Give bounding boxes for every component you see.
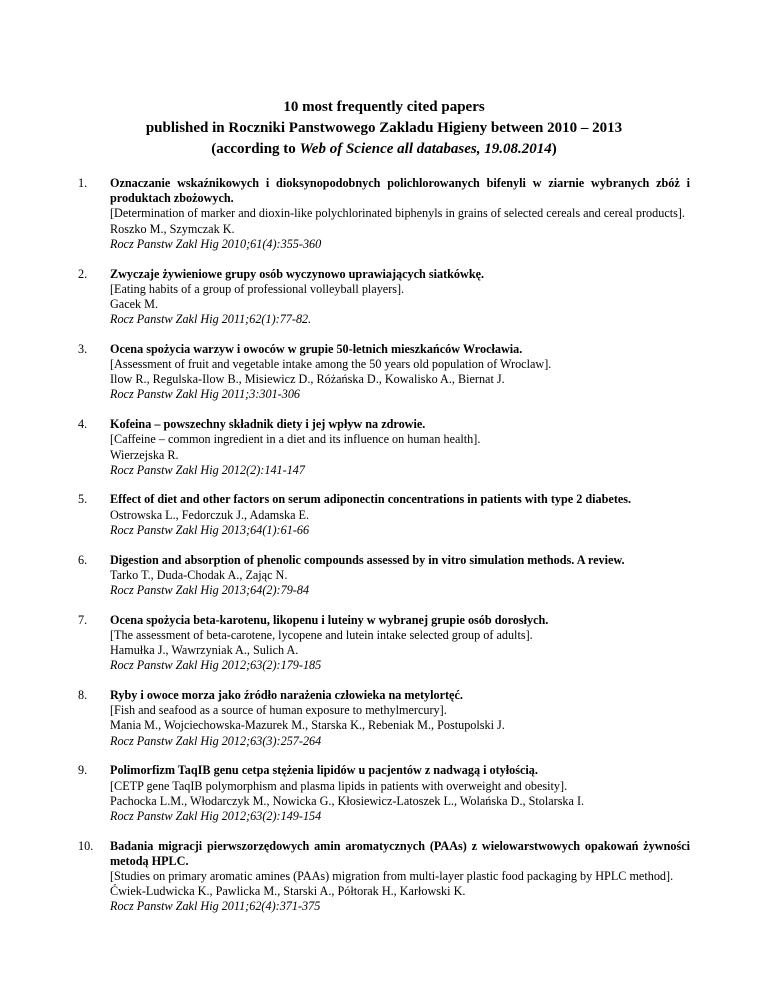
- paper-number: 10.: [78, 838, 94, 853]
- paper-title: Badania migracji pierwszorzędowych amin aromatycznych (PAAs) z wielowarstwowych opakowań żywności metodą HPLC.: [110, 838, 690, 868]
- paper-number: 8.: [78, 687, 88, 702]
- paper-title: Effect of diet and other factors on serum adiponectin concentrations in patients with type 2 diabetes.: [110, 492, 632, 507]
- title-line-3-suffix: ): [551, 141, 557, 157]
- title-line-3: [0, 139, 768, 160]
- paper-reference: Rocz Panstw Zakl Hig 2012;63(2):179-185: [110, 658, 322, 673]
- paper-translation: [Fish and seafood as a source of human exposure to methylmercury].: [110, 703, 447, 718]
- paper-translation: [Eating habits of a group of professional volleyball players].: [110, 281, 405, 296]
- paper-authors: Ostrowska L., Fedorczuk J., Adamska E.: [110, 507, 310, 522]
- paper-authors: Tarko T., Duda-Chodak A., Zając N.: [110, 567, 288, 582]
- paper-title: Oznaczanie wskaźnikowych i dioksynopodobnych polichlorowanych bifenyli w ziarnie wybranych zbóż i produktach zbożowych.: [110, 176, 690, 206]
- paper-title: Digestion and absorption of phenolic compounds assessed by in vitro simulation methods. A review.: [110, 552, 625, 567]
- paper-title: Zwyczaje żywieniowe grupy osób wyczynowo uprawiających siatkówkę.: [110, 266, 485, 281]
- paper-number: 1.: [78, 176, 88, 190]
- paper-entry: [78, 492, 690, 538]
- paper-number: 4.: [78, 417, 88, 432]
- paper-reference: Rocz Panstw Zakl Hig 2011;62(4):371-375: [110, 899, 321, 914]
- paper-title: Kofeina – powszechny składnik diety i jej wpływ na zdrowie.: [110, 417, 426, 432]
- paper-reference: Rocz Panstw Zakl Hig 2011;3:301-306: [110, 387, 301, 402]
- paper-translation: [Determination of marker and dioxin-like polychlorinated biphenyls in grains of selected cereals and cereal products].: [110, 206, 685, 221]
- paper-reference: Rocz Panstw Zakl Hig 2012(2):141-147: [110, 462, 305, 477]
- paper-reference: Rocz Panstw Zakl Hig 2012;63(3):257-264: [110, 733, 322, 748]
- paper-entry: [78, 688, 690, 749]
- paper-authors: Mania M., Wojciechowska-Mazurek M., Starska K., Rebeniak M., Postupolski J.: [110, 718, 505, 733]
- paper-authors: Ilow R., Regulska-Ilow B., Misiewicz D., Różańska D., Kowalisko A., Biernat J.: [110, 372, 505, 387]
- paper-reference: Rocz Panstw Zakl Hig 2012;63(2):149-154: [110, 808, 322, 823]
- paper-authors: Hamułka J., Wawrzyniak A., Sulich A.: [110, 643, 299, 658]
- paper-authors: Wierzejska R.: [110, 447, 179, 462]
- paper-number: 5.: [78, 492, 88, 507]
- paper-reference: Rocz Panstw Zakl Hig 2013;64(2):79-84: [110, 582, 310, 597]
- paper-title: Ocena spożycia beta-karotenu, likopenu i luteiny w wybranej grupie osób dorosłych.: [110, 612, 549, 627]
- paper-number: 2.: [78, 266, 88, 281]
- paper-entry: [78, 342, 690, 403]
- paper-translation: [Caffeine – common ingredient in a diet and its influence on human health].: [110, 432, 481, 447]
- paper-entry: [78, 176, 690, 252]
- paper-entry: [78, 839, 690, 915]
- paper-entry: [78, 417, 690, 478]
- paper-translation: [The assessment of beta-carotene, lycopene and lutein intake selected group of adults].: [110, 627, 533, 642]
- paper-number: 3.: [78, 341, 88, 356]
- paper-entry: [78, 613, 690, 674]
- paper-authors: Gacek M.: [110, 296, 159, 311]
- title-line-3-source: Web of Science all databases, 19.08.2014: [299, 141, 552, 157]
- paper-reference: Rocz Panstw Zakl Hig 2013;64(1):61-66: [110, 522, 310, 537]
- paper-authors: Roszko M., Szymczak K.: [110, 221, 235, 236]
- paper-title: Ocena spożycia warzyw i owoców w grupie 50-letnich mieszkańców Wrocławia.: [110, 341, 523, 356]
- paper-translation: [Assessment of fruit and vegetable intake among the 50 years old population of Wroclaw].: [110, 357, 552, 372]
- paper-authors: Ćwiek-Ludwicka K., Pawlicka M., Starski A., Półtorak H., Karłowski K.: [110, 884, 466, 899]
- paper-entry: [78, 553, 690, 599]
- paper-number: 7.: [78, 612, 88, 627]
- paper-title: Polimorfizm TaqIB genu cetpa stężenia lipidów u pacjentów z nadwagą i otyłością.: [110, 763, 538, 778]
- title-line-2: published in Roczniki Panstwowego Zakladu Higieny between 2010 – 2013: [145, 120, 623, 136]
- paper-entry: [78, 267, 690, 328]
- papers-list: [78, 176, 690, 929]
- title-line-1: 10 most frequently cited papers: [283, 99, 485, 115]
- paper-number: 6.: [78, 552, 88, 567]
- paper-reference: Rocz Panstw Zakl Hig 2011;62(1):77-82.: [110, 312, 312, 327]
- title-line-3-prefix: (according to: [211, 141, 300, 157]
- paper-title: Ryby i owoce morza jako źródło narażenia człowieka na metylortęć.: [110, 687, 463, 702]
- document-title: [0, 97, 768, 160]
- paper-number: 9.: [78, 763, 88, 778]
- paper-translation: [CETP gene TaqIB polymorphism and plasma lipids in patients with overweight and obesity].: [110, 778, 568, 793]
- paper-translation: [Studies on primary aromatic amines (PAAs) migration from multi-layer plastic food packaging by HPLC method].: [110, 869, 674, 884]
- paper-authors: Pachocka L.M., Włodarczyk M., Nowicka G., Kłosiewicz-Latoszek L., Wolańska D., Stolarska I.: [110, 793, 585, 808]
- paper-reference: Rocz Panstw Zakl Hig 2010;61(4):355-360: [110, 236, 322, 251]
- paper-entry: [78, 763, 690, 824]
